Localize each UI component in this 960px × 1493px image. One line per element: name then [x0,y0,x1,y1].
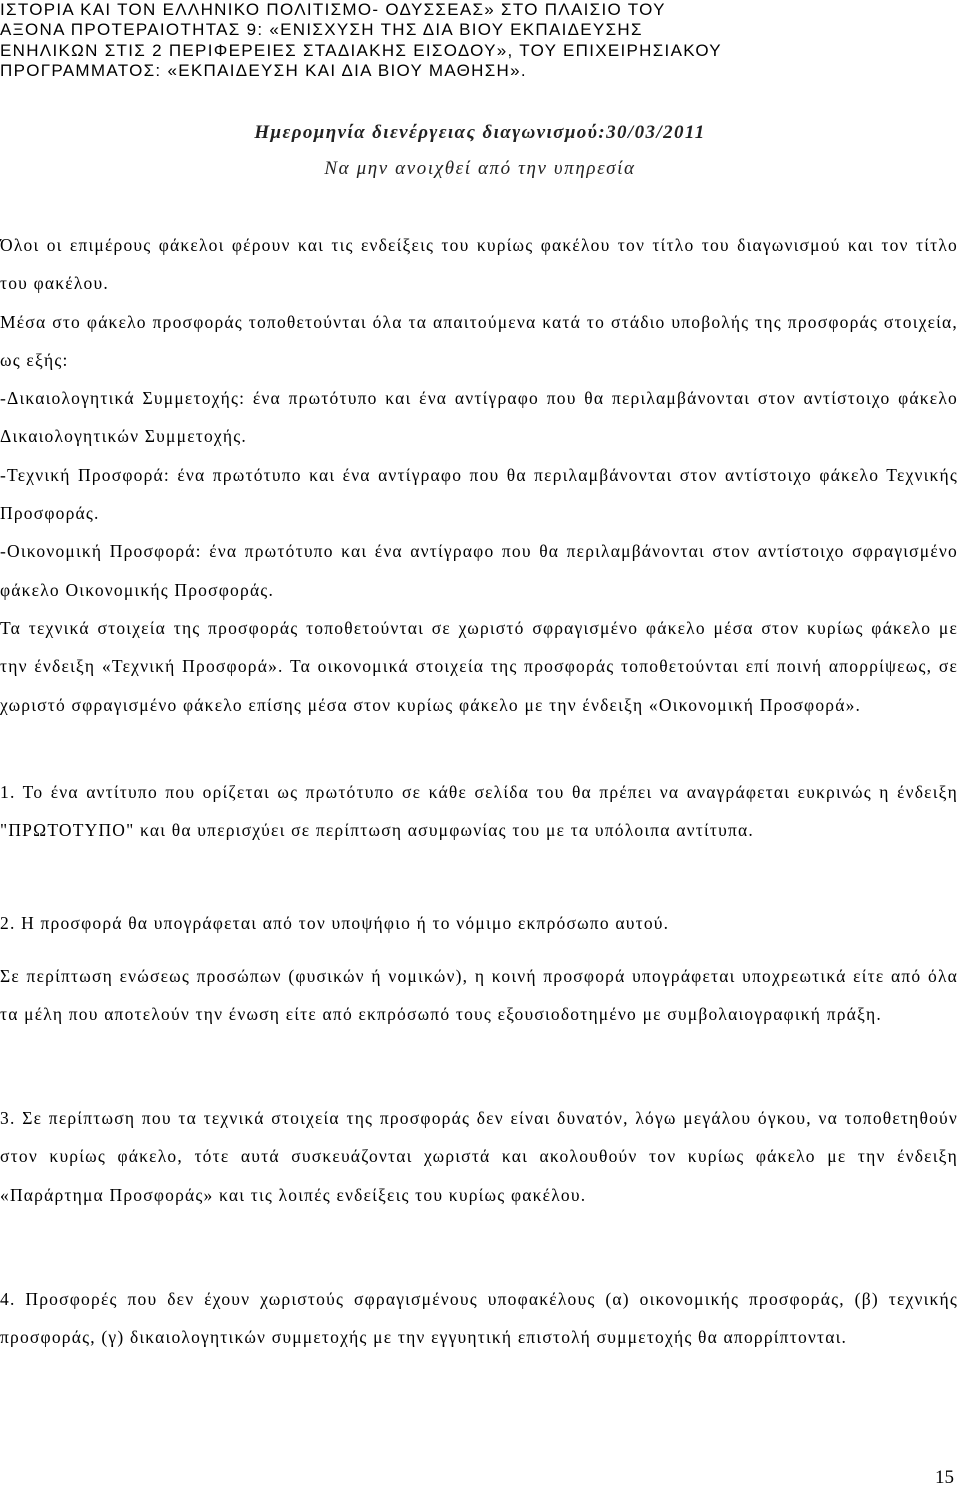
contest-date: Ημερομηνία διενέργειας διαγωνισμού:30/03/2011 [254,122,706,143]
paragraph-joint-venture-block [0,957,958,1034]
header-line: ΙΣΤΟΡΙΑ ΚΑΙ ΤΟΝ ΕΛΛΗΝΙΚΟ ΠΟΛΙΤΙΣΜΟ- ΟΔΥΣΣΕΑΣ» ΣΤΟ ΠΛΑΙΣΙΟ ΤΟΥ [0,0,666,19]
header-block [0,0,956,81]
paragraph-financial-offer: -Οικονομική Προσφορά: ένα πρωτότυπο και ένα αντίγραφο που θα περιλαμβάνονται στον αντίστοιχο σφραγισμένο φάκελο Οικονομικής Προσφοράς. [0,541,958,600]
item-signature: 2. Η προσφορά θα υπογράφεται από τον υποψήφιο ή το νόμιμο εκπρόσωπο αυτού. [0,913,670,933]
paragraph-contents: Μέσα στο φάκελο προσφοράς τοποθετούνται όλα τα απαιτούμενα κατά το στάδιο υποβολής της προσφοράς στοιχεία, ως εξής: [0,311,958,370]
header-line: ΠΡΟΓΡΑΜΜΑΤΟΣ: «ΕΚΠΑΙΔΕΥΣΗ ΚΑΙ ΔΙΑ ΒΙΟΥ ΜΑΘΗΣΗ». [0,60,527,80]
list-item-2 [0,904,958,942]
paragraph-envelopes: Όλοι οι επιμέρους φάκελοι φέρουν και τις ενδείξεις του κυρίως φακέλου τον τίτλο του διαγωνισμού και τον τίτλο του φακέλου. [0,235,958,294]
item-rejection: 4. Προσφορές που δεν έχουν χωριστούς σφραγισμένους υποφακέλους (α) οικονομικής προσφοράς, (β) τεχνικής προσφοράς, (γ) δικαιολογητικών συμμετοχής με την εγγυητική επιστολή συμμετοχής θα απορρίπτονται. [0,1289,958,1348]
item-annex: 3. Σε περίπτωση που τα τεχνικά στοιχεία της προσφοράς δεν είναι δυνατόν, λόγω μεγάλου όγκου, να τοποθετηθούν στον κυρίως φάκελο, τότε αυτά συσκευάζονται χωριστά και ακολουθούν τον κυρίως φάκελο με την ένδειξη «Παράρτημα Προσφοράς» και τις λοιπές ενδείξεις του κυρίως φακέλου. [0,1108,958,1205]
list-item-3 [0,1099,958,1214]
paragraph-joint-venture: Σε περίπτωση ενώσεως προσώπων (φυσικών ή νομικών), η κοινή προσφορά υπογράφεται υποχρεωτικά είτε από όλα τα μέλη που αποτελούν την ένωση είτε από εκπρόσωπό τους εξουσιοδοτημένο με συμβολαιογραφική πράξη. [0,966,958,1025]
header-line: ΑΞΟΝΑ ΠΡΟΤΕΡΑΙΟΤΗΤΑΣ 9: «ΕΝΙΣΧΥΣΗ ΤΗΣ ΔΙΑ ΒΙΟΥ ΕΚΠΑΙΔΕΥΣΗΣ [0,20,643,40]
body-block-1 [0,226,958,724]
do-not-open-notice: Να μην ανοιχθεί από την υπηρεσία [324,158,636,179]
item-original-copy: 1. Το ένα αντίτυπο που ορίζεται ως πρωτότυπο σε κάθε σελίδα του θα πρέπει να αναγράφεται ευκρινώς η ένδειξη "ΠΡΩΤΟΤΥΠΟ" και θα υπερισχύει σε περίπτωση ασυμφωνίας του με τα υπόλοιπα αντίτυπα. [0,782,958,841]
paragraph-sealed-envelopes: Τα τεχνικά στοιχεία της προσφοράς τοποθετούνται σε χωριστό σφραγισμένο φάκελο μέσα στον κυρίως φάκελο με την ένδειξη «Τεχνική Προσφορά». Τα οικονομικά στοιχεία της προσφοράς τοποθετούνται επί ποινή απορρίψεως, σε χωριστό σφραγισμένο φάκελο επίσης μέσα στον κυρίως φάκελο με την ένδειξη «Οικονομική Προσφορά». [0,617,958,715]
list-item-1 [0,773,958,850]
paragraph-participation-docs: -Δικαιολογητικά Συμμετοχής: ένα πρωτότυπο και ένα αντίγραφο που θα περιλαμβάνονται στον αντίστοιχο φάκελο Δικαιολογητικών Συμμετοχής. [0,388,958,447]
paragraph-technical-offer: -Τεχνική Προσφορά: ένα πρωτότυπο και ένα αντίγραφο που θα περιλαμβάνονται στον αντίστοιχο φάκελο Τεχνικής Προσφοράς. [0,464,958,524]
page-number: 15 [935,1467,954,1488]
list-item-4 [0,1280,958,1357]
header-line: ΕΝΗΛΙΚΩΝ ΣΤΙΣ 2 ΠΕΡΙΦΕΡΕΙΕΣ ΣΤΑΔΙΑΚΗΣ ΕΙΣΟΔΟΥ», ΤΟΥ ΕΠΙΧΕΙΡΗΣΙΑΚΟΥ [0,40,722,60]
